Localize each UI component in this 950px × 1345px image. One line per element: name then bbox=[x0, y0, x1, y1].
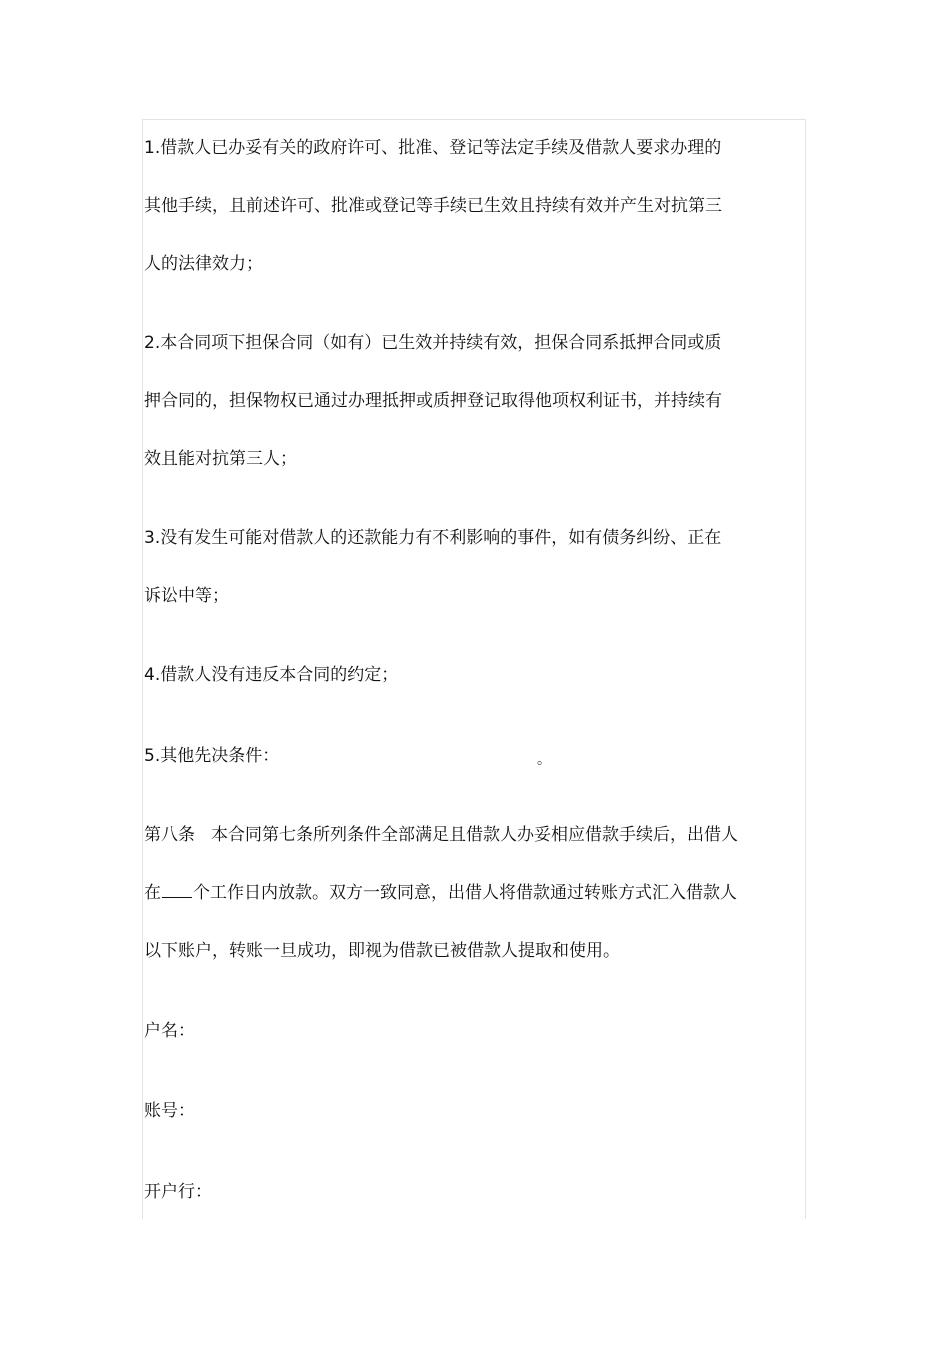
account-name-label: 户名： bbox=[144, 1021, 195, 1041]
clause-3-line-2: 诉讼中等； bbox=[144, 586, 229, 606]
account-number-label: 账号： bbox=[144, 1101, 195, 1121]
article-8-text-2-suffix: 个工作日内放款。双方一致同意，出借人将借款通过转账方式汇入借款人 bbox=[193, 883, 737, 903]
account-bank-label: 开户行： bbox=[144, 1182, 212, 1202]
clause-1-line-1: 1.借款人已办妥有关的政府许可、批准、登记等法定手续及借款人要求办理的 bbox=[144, 138, 722, 158]
article-8-line-3: 以下账户，转账一旦成功，即视为借款已被借款人提取和使用。 bbox=[144, 941, 620, 961]
article-8-heading: 第八条 bbox=[144, 825, 195, 845]
clause-3-line-1: 3.没有发生可能对借款人的还款能力有不利影响的事件，如有债务纠纷、正在 bbox=[144, 528, 722, 548]
days-blank-field bbox=[162, 883, 192, 898]
clause-2-line-1: 2.本合同项下担保合同（如有）已生效并持续有效，担保合同系抵押合同或质 bbox=[144, 333, 722, 353]
clause-5-line-1: 5.其他先决条件： bbox=[144, 746, 280, 766]
clause-5-end-mark: 。 bbox=[537, 752, 551, 768]
article-8-text-1: 本合同第七条所列条件全部满足且借款人办妥相应借款手续后，出借人 bbox=[211, 825, 738, 845]
clause-2-line-2: 押合同的，担保物权已通过办理抵押或质押登记取得他项权利证书，并持续有 bbox=[144, 391, 722, 411]
article-8-line-2 bbox=[144, 883, 737, 903]
article-8-text-2-prefix: 在 bbox=[144, 883, 161, 903]
clause-1-line-2: 其他手续，且前述许可、批准或登记等手续已生效且持续有效并产生对抗第三 bbox=[144, 196, 722, 216]
clause-4-line-1: 4.借款人没有违反本合同的约定； bbox=[144, 665, 399, 685]
article-8-line-1 bbox=[144, 825, 738, 845]
clause-2-line-3: 效且能对抗第三人； bbox=[144, 449, 297, 469]
clause-1-line-3: 人的法律效力； bbox=[144, 254, 263, 274]
